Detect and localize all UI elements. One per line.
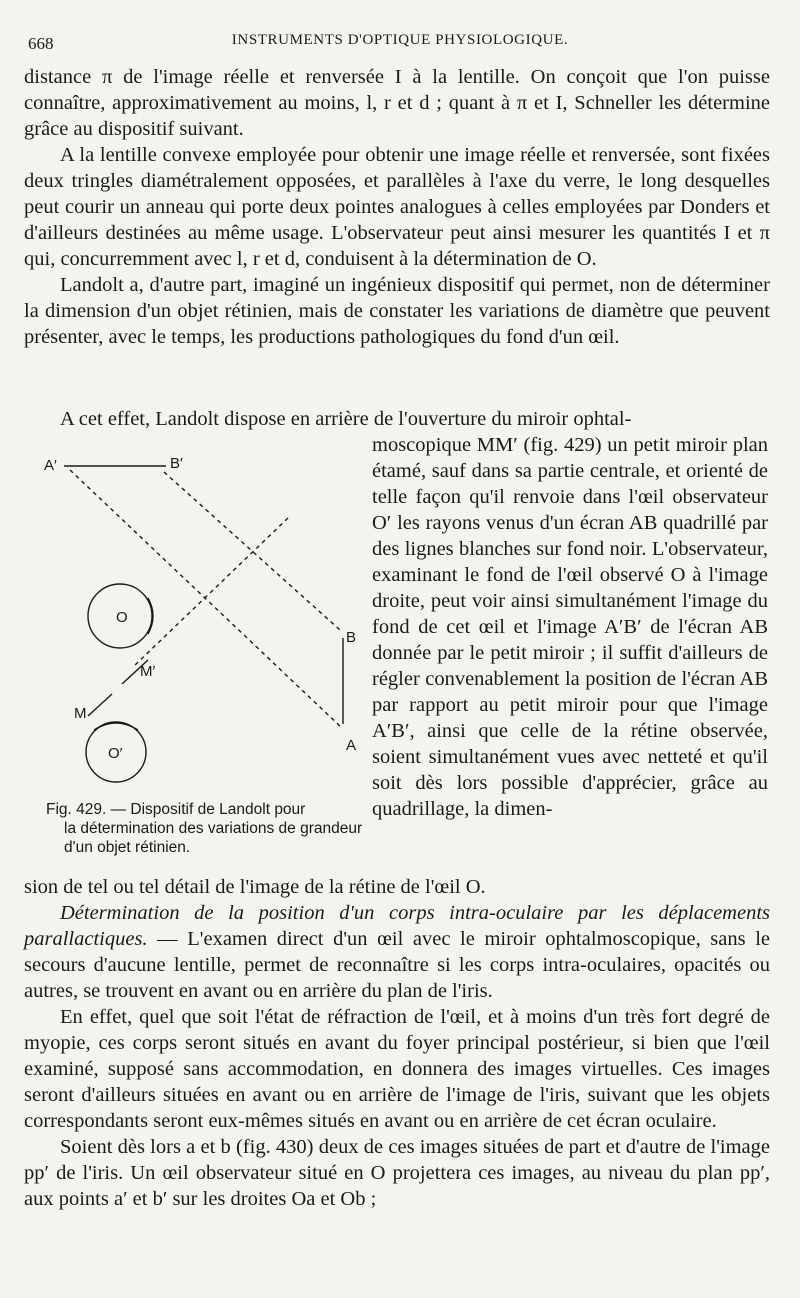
ray-a-prime-a xyxy=(70,470,342,728)
paragraph-2: A la lentille convexe employée pour obtenir une image réelle et renversée, sont fixées deux tringles diamétralement opposées, et parallèles à l'axe du verre, le long desquelles peut courir un anneau qui porte deux pointes analogues à celles employées par Donders et d'ailleurs destinées au même usage. L'observateur peut ainsi mesurer les quantités I et π qui, concurremment avec l, r et d, conduisent à la détermination de O. xyxy=(24,144,770,270)
page-header xyxy=(28,28,772,52)
eye-o-prime-cornea xyxy=(94,723,138,730)
label-b-prime: B′ xyxy=(170,455,183,472)
running-title: INSTRUMENTS D'OPTIQUE PHYSIOLOGIQUE. xyxy=(231,32,569,48)
paragraph-4-lead: A cet effet, Landolt dispose en arrière de l'ouverture du miroir ophtal- xyxy=(60,408,632,430)
mirror-lower xyxy=(88,694,112,716)
label-b: B xyxy=(346,629,357,646)
paragraph-4-wrap: moscopique MM′ (fig. 429) un petit miroir plan étamé, sauf dans sa partie centrale, et orienté de telle façon qu'il renvoie dans l'œil observateur O′ les rayons venus d'un écran AB quadrillé par des lignes blanches sur fond noir. L'observateur, examinant le fond de l'œil observé O à l'image droite, peut voir ainsi simultanément l'image du fond de cet œil et l'image A′B′ de l'écran AB donnée par le petit miroir ; il suffit d'ailleurs de régler convenablement la position de l'écran AB par rapport au petit miroir pour que l'image A′B′, ainsi que celle de la rétine observée, soient simultanément vues avec netteté et qu'il soit dès lors possible d'apprécier, grâce au quadrillage, la dimen- xyxy=(372,434,768,820)
figure-caption xyxy=(46,800,368,857)
label-m-prime: M′ xyxy=(140,663,156,680)
paragraph-4-tail: sion de tel ou tel détail de l'image de la rétine de l'œil O. xyxy=(24,876,486,898)
caption-line-1: Fig. 429. — Dispositif de Landolt pour xyxy=(46,801,306,818)
paragraph-7: Soient dès lors a et b (fig. 430) deux de ces images situées de part et d'autre de l'image pp′ de l'iris. Un œil observateur situé en O projettera ces images, au niveau du plan pp′, aux points a′ et b′ sur les droites Oa et Ob ; xyxy=(24,1136,770,1210)
ray-b-prime-b xyxy=(164,472,340,630)
label-m: M xyxy=(74,705,87,722)
paragraph-6: En effet, quel que soit l'état de réfraction de l'œil, et à moins d'un très fort degré de myopie, ces corps seront situés en avant du foyer principal postérieur, si bien que l'œil examiné, supposé sans accommodation, en donnera des images virtuelles. Ces images seront d'ailleurs situées en avant ou en arrière de l'image de l'iris, suivant que les objets correspondants seront eux-mêmes situés en avant ou en arrière de cet écran oculaire. xyxy=(24,1006,770,1132)
section-heading-italic: Détermination de la position d'un corps intra-oculaire par les déplacements parallactiques. xyxy=(24,902,770,950)
label-a: A xyxy=(346,737,357,754)
caption-rest: la détermination des variations de grandeur d'un objet rétinien. xyxy=(64,820,363,856)
label-o: O xyxy=(116,609,128,626)
label-a-prime: A′ xyxy=(44,457,57,474)
paragraph-5-body: — L'examen direct d'un œil avec le miroir ophtalmoscopique, sans le secours d'aucune lentille, permet de reconnaître si les corps intra-oculaires, opacités ou autres, se trouvent en avant ou en arrière du plan de l'iris. xyxy=(24,928,770,1002)
page-number: 668 xyxy=(28,34,54,53)
text-block-bottom xyxy=(24,874,770,1212)
ray-diagonal xyxy=(134,518,288,666)
paragraph-5 xyxy=(24,900,770,1004)
paragraph-3: Landolt a, d'autre part, imaginé un ingénieux dispositif qui permet, non de déterminer la dimension d'un objet rétinien, mais de constater les variations de diamètre que peuvent présenter, avec le temps, les productions pathologiques du fond d'un œil. xyxy=(24,274,770,348)
paragraph-1: distance π de l'image réelle et renversée I à la lentille. On conçoit que l'on puisse connaître, approximativement au moins, l, r et d ; quant à π et I, Schneller les détermine grâce au dispositif suivant. xyxy=(24,66,770,140)
landolt-diagram xyxy=(40,448,370,788)
label-o-prime: O′ xyxy=(108,745,123,762)
text-block-top xyxy=(24,64,770,350)
figure-429 xyxy=(40,448,370,788)
